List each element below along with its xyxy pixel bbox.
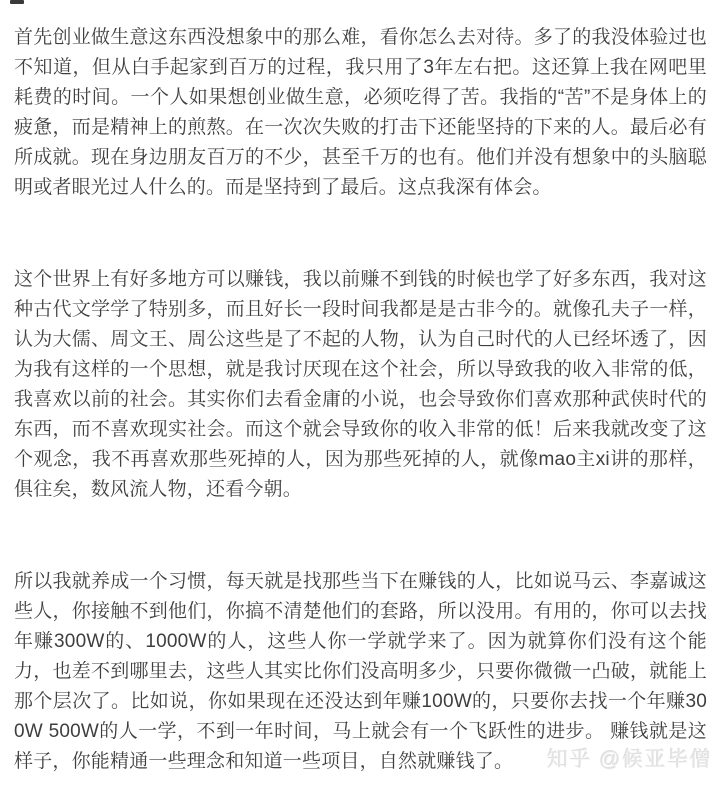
answer-paragraph-3: 所以我就养成一个习惯，每天就是找那些当下在赚钱的人，比如说马云、李嘉诚这些人，你接触不到他们，你搞不清楚他们的套路，所以没用。有用的，你可以去找年赚300W的、1000W的人，这些人你一学就学来了。因为就算你们没有这个能力，也差不到哪里去，这些人其实比你们没高明多少，只要你微微一凸破，就能上那个层次了。比如说，你如果现在还没达到年赚100W的，只要你去找一个年赚300W 500W的人一学，不到一年时间，马上就会有一个飞跃性的进步。 赚钱就是这样子，你能精通一些理念和知道一些项目，自然就赚钱了。 bbox=[14, 571, 707, 772]
answer-text-block bbox=[14, 23, 707, 777]
zhihu-watermark: 知乎 @候亚毕僧 bbox=[546, 748, 712, 771]
cropped-text-remnant bbox=[10, 0, 24, 4]
answer-paragraph-2: 这个世界上有好多地方可以赚钱，我以前赚不到钱的时候也学了好多东西，我对这种古代文学学了特别多，而且好长一段时间我都是是古非今的。就像孔夫子一样，认为大儒、周文王、周公这些是了不起的人物，认为自己时代的人已经坏透了，因为我有这样的一个思想，就是我讨厌现在这个社会，所以导致我的收入非常的低，我喜欢以前的社会。其实你们去看金庸的小说，也会导致你们喜欢那种武侠时代的东西，而不喜欢现实社会。而这个就会导致你的收入非常的低！后来我就改变了这个观念，我不再喜欢那些死掉的人，因为那些死掉的人，就像mao主xi讲的那样，俱往矣，数风流人物，还看今朝。 bbox=[14, 269, 707, 500]
answer-paragraph-1: 首先创业做生意这东西没想象中的那么难，看你怎么去对待。多了的我没体验过也不知道，但从白手起家到百万的过程，我只用了3年左右把。这还算上我在网吧里耗费的时间。一个人如果想创业做生意，必须吃得了苦。我指的“苦”不是身体上的疲惫，而是精神上的煎熬。在一次次失败的打击下还能坚持的下来的人。最后必有所成就。现在身边朋友百万的不少，甚至千万的也有。他们并没有想象中的头脑聪明或者眼光过人什么的。而是坚持到了最后。这点我深有体会。 bbox=[14, 27, 707, 198]
